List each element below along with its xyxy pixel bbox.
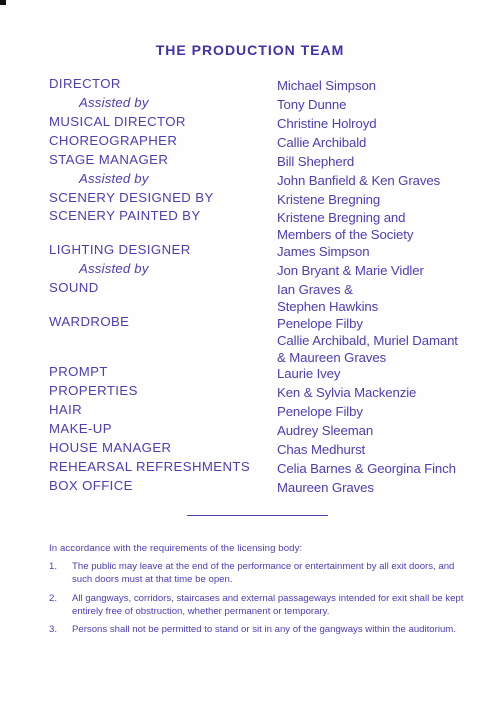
credit-name-line: Kristene Bregning and (277, 210, 406, 225)
credit-name (277, 209, 413, 243)
credit-name: Chas Medhurst (277, 442, 366, 457)
credit-name-line: Ian Graves & (277, 282, 353, 297)
credit-name-line: Penelope Filby (277, 316, 363, 331)
credit-role: BOX OFFICE (49, 478, 133, 493)
credit-name: Christine Holroyd (277, 116, 377, 131)
credit-name-line: Members of the Society (277, 227, 414, 242)
credit-name: Laurie Ivey (277, 366, 341, 381)
credit-name: Kristene Bregning (277, 192, 381, 207)
credit-name: Bill Shepherd (277, 154, 355, 169)
credit-role: Assisted by (79, 171, 149, 186)
credit-role: SCENERY DESIGNED BY (49, 190, 214, 205)
credit-name-line: & Maureen Graves (277, 350, 387, 365)
credit-name: Maureen Graves (277, 480, 374, 495)
credit-role: HAIR (49, 402, 83, 417)
credit-role: SCENERY PAINTED BY (49, 208, 201, 223)
credit-name: John Banfield & Ken Graves (277, 173, 441, 188)
credit-role: REHEARSAL REFRESHMENTS (49, 459, 251, 474)
credit-name-line: Stephen Hawkins (277, 299, 379, 314)
credit-name: Tony Dunne (277, 97, 347, 112)
credit-role: CHOREOGRAPHER (49, 133, 178, 148)
clause-number: 2. (49, 593, 58, 604)
credit-name: Celia Barnes & Georgina Finch (277, 461, 456, 476)
credit-name: Jon Bryant & Marie Vidler (277, 263, 424, 278)
credit-role: MUSICAL DIRECTOR (49, 114, 186, 129)
licensing-clause (49, 624, 474, 637)
credit-name (277, 281, 378, 315)
credit-name (277, 315, 458, 366)
credit-role: STAGE MANAGER (49, 152, 169, 167)
credit-name: Michael Simpson (277, 78, 376, 93)
page-title: THE PRODUCTION TEAM (155, 42, 345, 58)
licensing-notice-intro: In accordance with the requirements of the licensing body: (49, 543, 303, 554)
credit-name: Audrey Sleeman (277, 423, 374, 438)
clause-text: The public may leave at the end of the performance or entertainment by all exit doors, and such doors must at that time be open. (72, 561, 455, 585)
credit-role: LIGHTING DESIGNER (49, 242, 191, 257)
credit-role: SOUND (49, 280, 99, 295)
credit-name: Ken & Sylvia Mackenzie (277, 385, 417, 400)
licensing-clause (49, 593, 474, 618)
credit-name: Penelope Filby (277, 404, 363, 419)
credit-name-line: Callie Archibald, Muriel Damant (277, 333, 458, 348)
credit-role: WARDROBE (49, 314, 130, 329)
clause-number: 3. (49, 624, 58, 635)
credit-name: Callie Archibald (277, 135, 367, 150)
corner-scan-mark (0, 0, 6, 5)
credit-role: Assisted by (79, 95, 149, 110)
clause-text: All gangways, corridors, staircases and external passageways intended for exit shall be kept entirely free of obstruction, whether permanent or temporary. (72, 593, 464, 617)
credit-role: DIRECTOR (49, 76, 121, 91)
credit-role: Assisted by (79, 261, 149, 276)
credit-role: PROMPT (49, 364, 108, 379)
credit-role: MAKE-UP (49, 421, 112, 436)
credit-role: HOUSE MANAGER (49, 440, 172, 455)
credit-name: James Simpson (277, 244, 370, 259)
credit-role: PROPERTIES (49, 383, 138, 398)
licensing-clause (49, 561, 474, 586)
clause-text: Persons shall not be permitted to stand or sit in any of the gangways within the auditorium. (72, 624, 456, 635)
divider-rule (187, 515, 328, 516)
clause-number: 1. (49, 561, 58, 572)
